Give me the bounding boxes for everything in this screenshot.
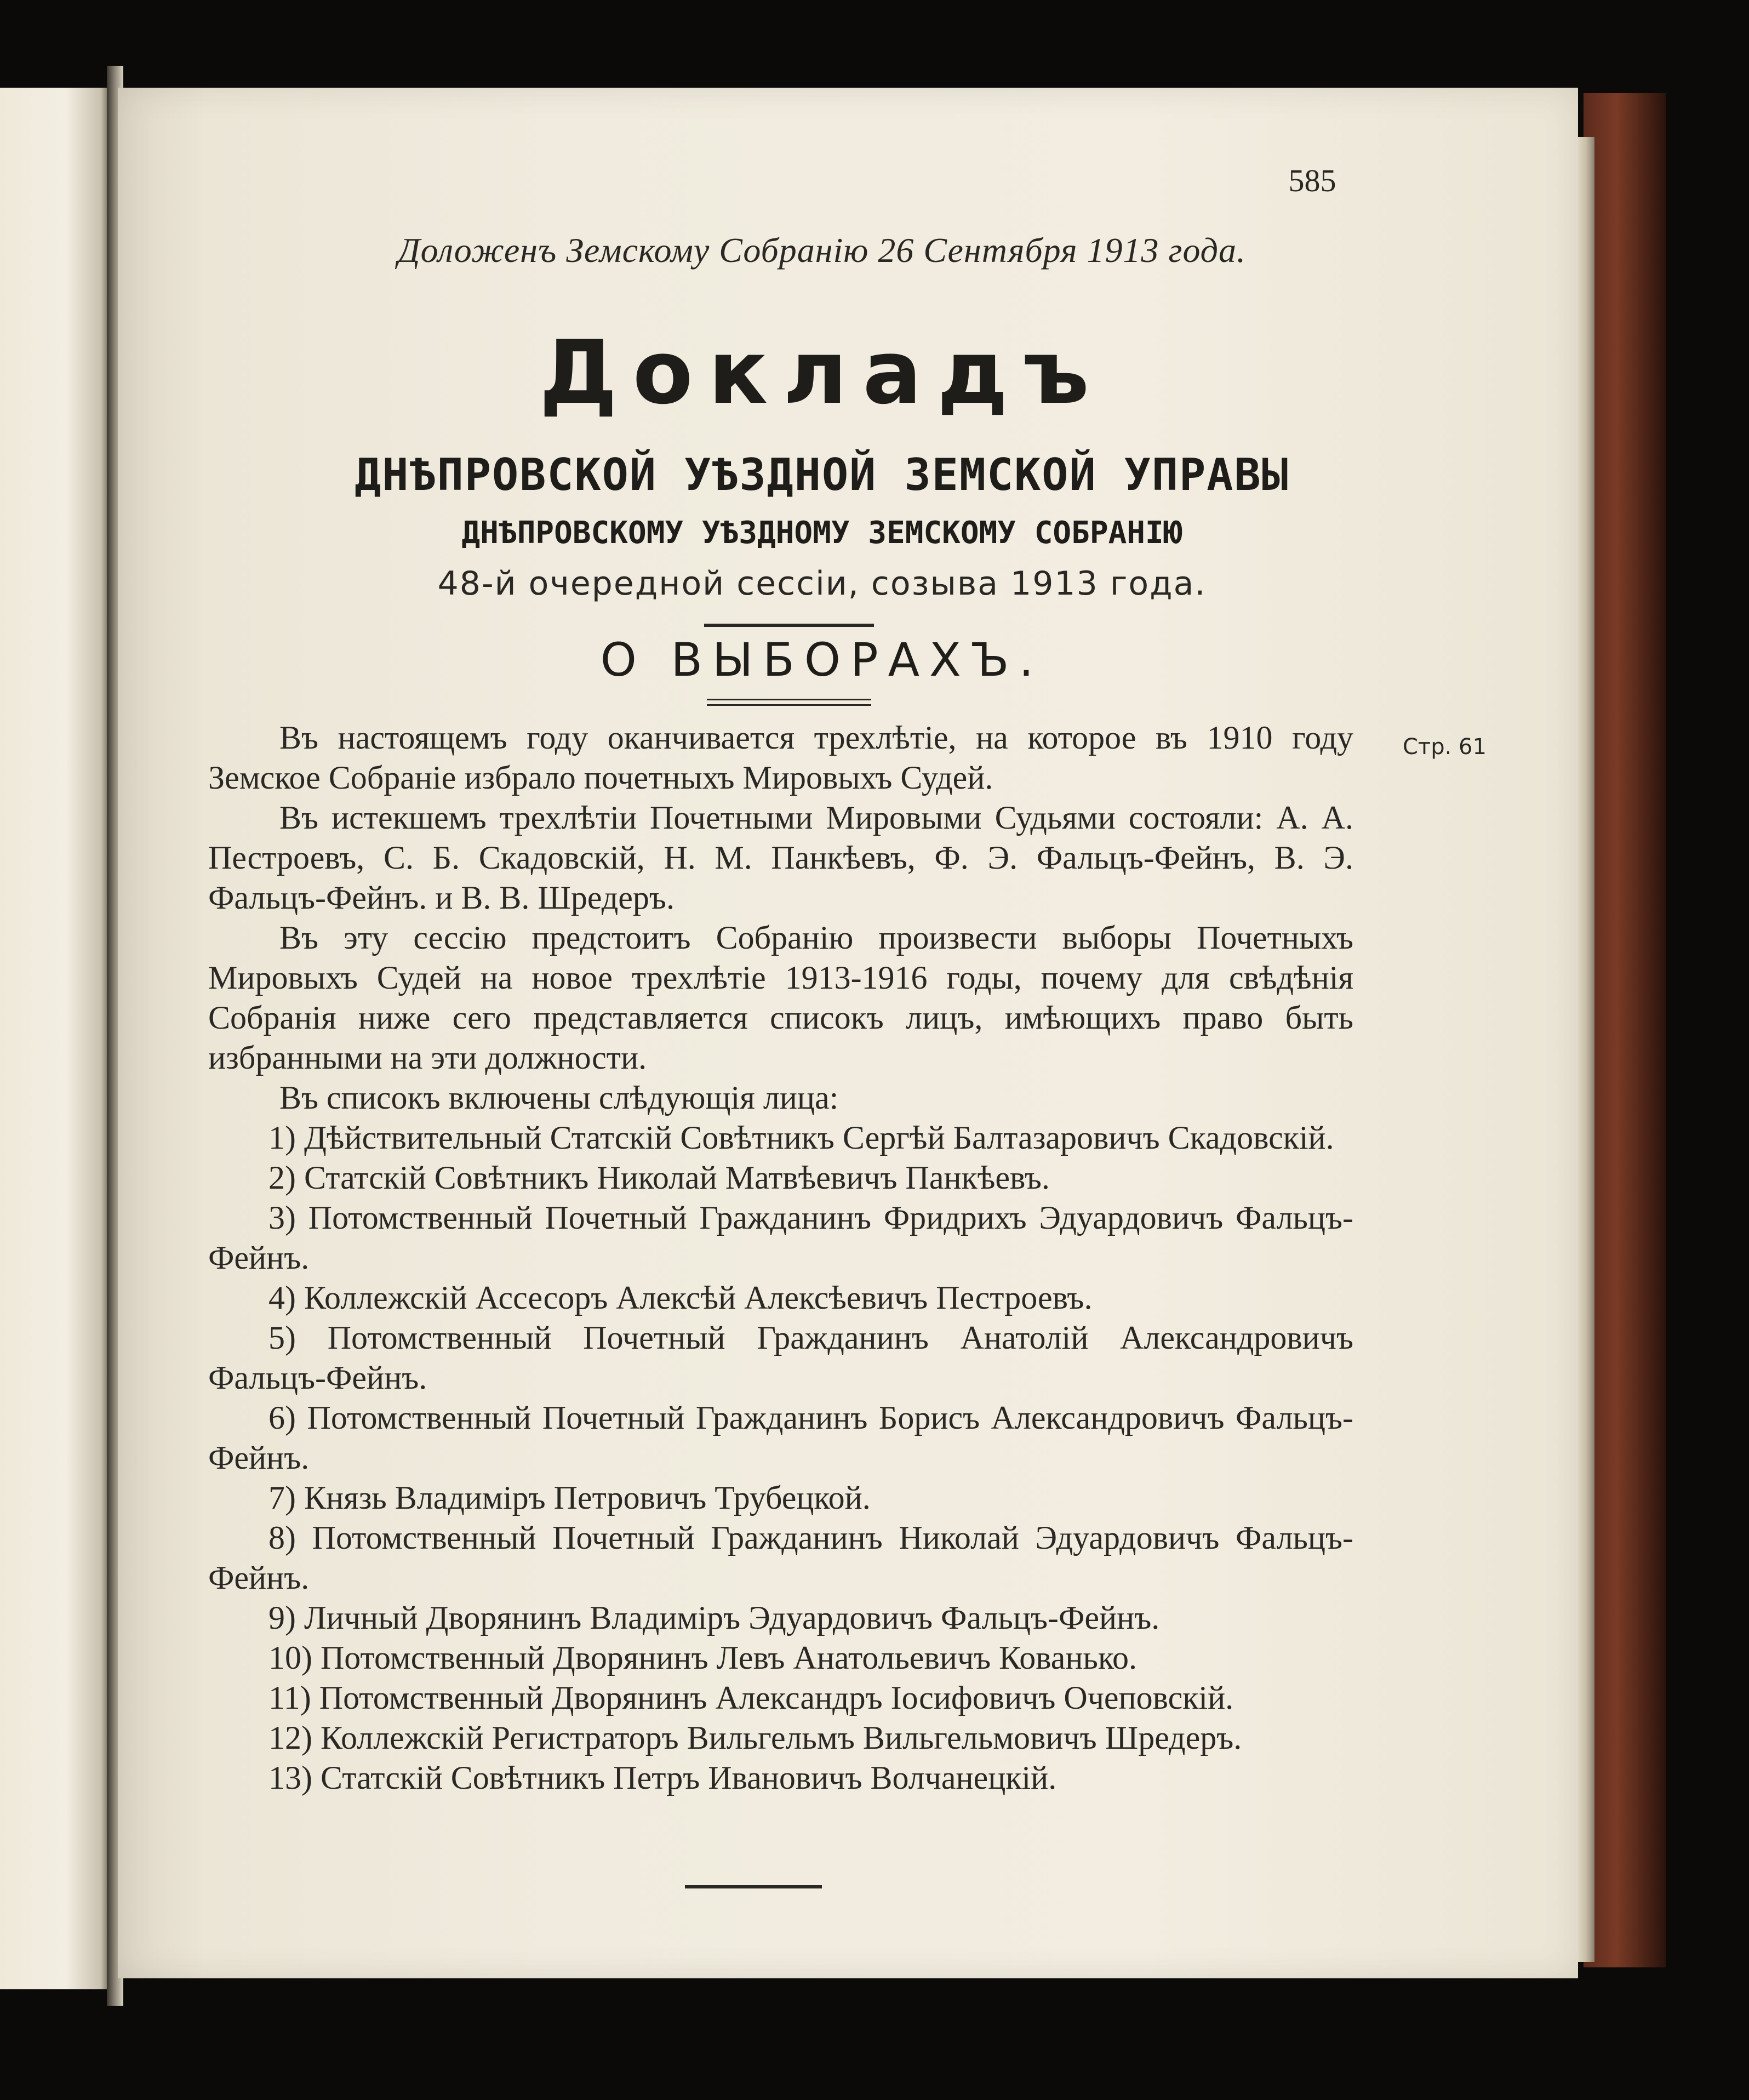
paragraph: Въ эту сессію предстоитъ Собранію произвести выборы Почетныхъ Мировыхъ Судей на новое трехлѣтіе 1913-1916 годы, почему для свѣдѣнія Собранія ниже сего представляется списокъ лицъ, имѣющихъ право быть избранными на эти должности. <box>208 920 1353 1076</box>
candidate-item: 12) Коллежскій Регистраторъ Вильгельмъ Вильгельмовичъ Шредеръ. <box>268 1720 1242 1756</box>
margin-reference-note: Стр. 61 <box>1403 734 1487 760</box>
candidate-item: 2) Статскій Совѣтникъ Николай Матвѣевичъ Панкѣевъ. <box>268 1160 1050 1196</box>
page-number: 585 <box>1288 163 1336 198</box>
document-title: Докладъ <box>539 321 1105 424</box>
candidate-item: 13) Статскій Совѣтникъ Петръ Ивановичъ Волчанецкій. <box>268 1760 1057 1796</box>
candidate-item: 1) Дѣйствительный Статскій Совѣтникъ Сергѣй Балтазаровичъ Скадовскій. <box>268 1120 1334 1156</box>
presented-note: Доложенъ Земскому Собранію 26 Сентября 1913 года. <box>397 231 1247 270</box>
issuing-authority: ДНѢПРОВСКОЙ УѢЗДНОЙ ЗЕМСКОЙ УПРАВЫ <box>355 449 1289 500</box>
paragraph: Въ настоящемъ году оканчивается трехлѣтіе, на которое въ 1910 году Земское Собраніе избрало почетныхъ Мировыхъ Судей. <box>208 720 1353 796</box>
candidate-item: 11) Потомственный Дворянинъ Александръ Іосифовичъ Очеповскій. <box>268 1680 1234 1716</box>
book-cover-edge <box>1584 93 1666 1967</box>
candidate-item: 8) Потомственный Почетный Гражданинъ Николай Эдуардовичъ Фальцъ-Фейнъ. <box>208 1520 1353 1596</box>
candidate-item: 6) Потомственный Почетный Гражданинъ Борисъ Александровичъ Фальцъ-Фейнъ. <box>208 1400 1353 1476</box>
candidate-item: 7) Князь Владиміръ Петровичъ Трубецкой. <box>268 1480 871 1516</box>
session-line: 48-й очередной сессіи, созыва 1913 года. <box>437 564 1207 603</box>
divider-rule <box>704 624 874 627</box>
double-rule-top <box>707 699 871 700</box>
candidate-item: 3) Потомственный Почетный Гражданинъ Фридрихъ Эдуардовичъ Фальцъ-Фейнъ. <box>208 1200 1353 1276</box>
previous-page-edge <box>0 88 110 1989</box>
paragraph: Въ истекшемъ трехлѣтіи Почетными Мировыми Судьями состояли: А. А. Пестроевъ, С. Б. Скадовскій, Н. М. Панкѣевъ, Ф. Э. Фальцъ-Фейнъ, В. Э. Фальцъ-Фейнъ. и В. В. Шредеръ. <box>208 800 1353 916</box>
double-rule-bottom <box>707 704 871 706</box>
candidate-item: 9) Личный Дворянинъ Владиміръ Эдуардовичъ Фальцъ-Фейнъ. <box>268 1600 1160 1636</box>
body-text <box>208 718 1353 1798</box>
candidate-item: 10) Потомственный Дворянинъ Левъ Анатольевичъ Кованько. <box>268 1640 1137 1676</box>
addressee: ДНѢПРОВСКОМУ УѢЗДНОМУ ЗЕМСКОМУ СОБРАНІЮ <box>461 515 1182 551</box>
closing-rule <box>685 1885 822 1888</box>
subject-heading: О ВЫБОРАХЪ. <box>600 633 1044 687</box>
paragraph: Въ списокъ включены слѣдующія лица: <box>279 1080 839 1116</box>
candidate-item: 5) Потомственный Почетный Гражданинъ Анатолій Александровичъ Фальцъ-Фейнъ. <box>208 1320 1353 1396</box>
candidate-item: 4) Коллежскій Ассесоръ Алексѣй Алексѣевичъ Пестроевъ. <box>268 1280 1093 1316</box>
